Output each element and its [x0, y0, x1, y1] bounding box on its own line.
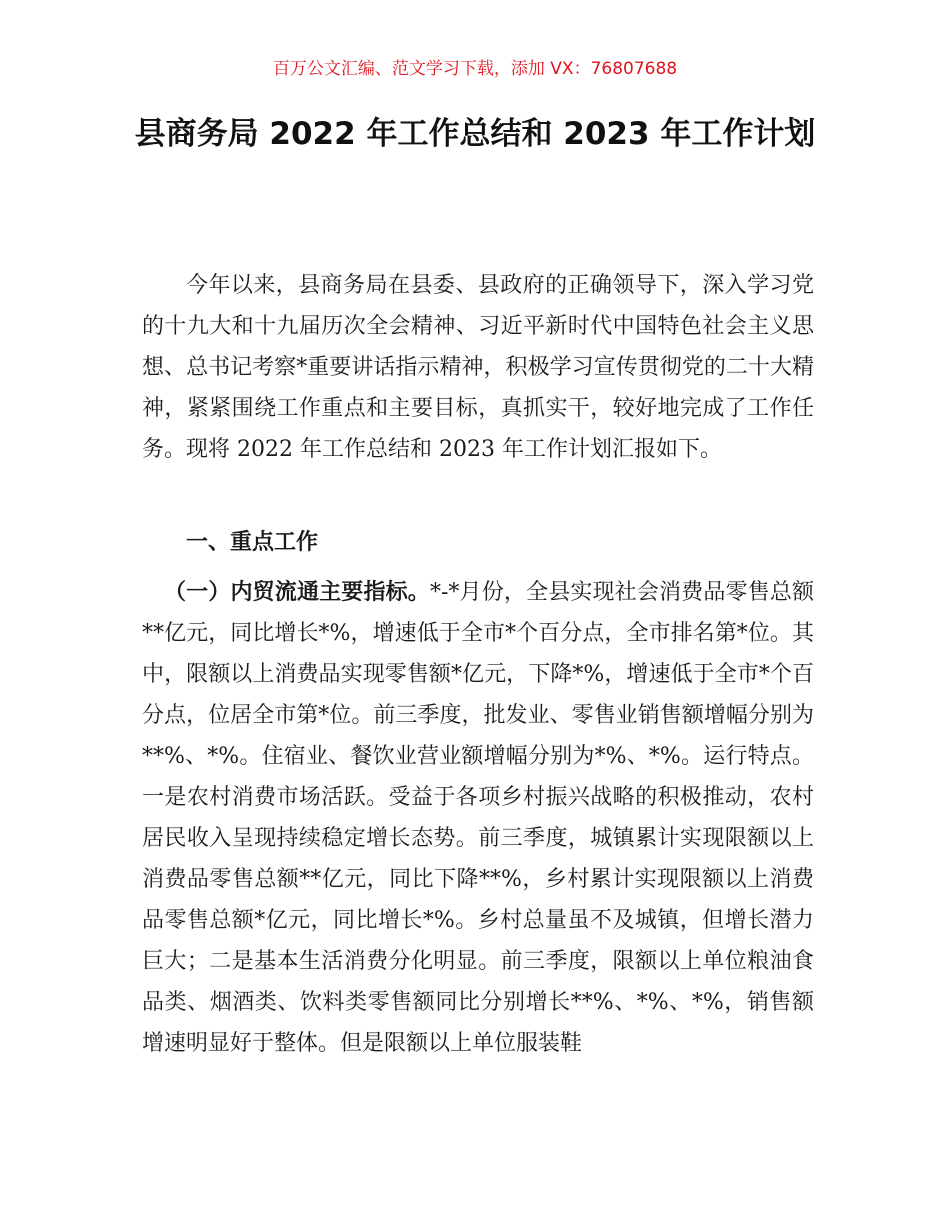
item-text: *-*月份，全县实现社会消费品零售总额**亿元，同比增长*%，增速低于全市*个百分点，全市排名第*位。其中，限额以上消费品实现零售额*亿元，下降*%，增速低于全市*个百分点，位居全市第*位。前三季度，批发业、零售业销售额增幅分别为**%、*%。住宿业、餐饮业营业额增幅分别为*%、*%。运行特点。一是农村消费市场活跃。受益于各项乡村振兴战略的积极推动，农村居民收入呈现持续稳定增长态势。前三季度，城镇累计实现限额以上消费品零售总额**亿元，同比下降**%，乡村累计实现限额以上消费品零售总额*亿元，同比增长*%。乡村总量虽不及城镇，但增长潜力巨大；二是基本生活消费分化明显。前三季度，限额以上单位粮油食品类、烟酒类、饮料类零售额同比分别增长**%、*%、*%，销售额增速明显好于整体。但是限额以上单位服装鞋: [142, 580, 814, 1056]
section-heading: 一、重点工作: [186, 530, 319, 555]
document-title: 县商务局 2022 年工作总结和 2023 年工作计划: [134, 116, 816, 152]
item-lead: （一）内贸流通主要指标。: [164, 580, 430, 605]
intro-paragraph: 今年以来，县商务局在县委、县政府的正确领导下，深入学习党的十九大和十九届历次全会精神、习近平新时代中国特色社会主义思想、总书记考察*重要讲话指示精神，积极学习宣传贯彻党的二十大精神，紧紧围绕工作重点和主要目标，真抓实干，较好地完成了工作任务。现将 2022 年工作总结和 2023 年工作计划汇报如下。: [142, 273, 814, 462]
promo-banner: 百万公文汇编、范文学习下载，添加 VX：76807688: [272, 59, 678, 79]
section-paragraph: [142, 572, 814, 1064]
